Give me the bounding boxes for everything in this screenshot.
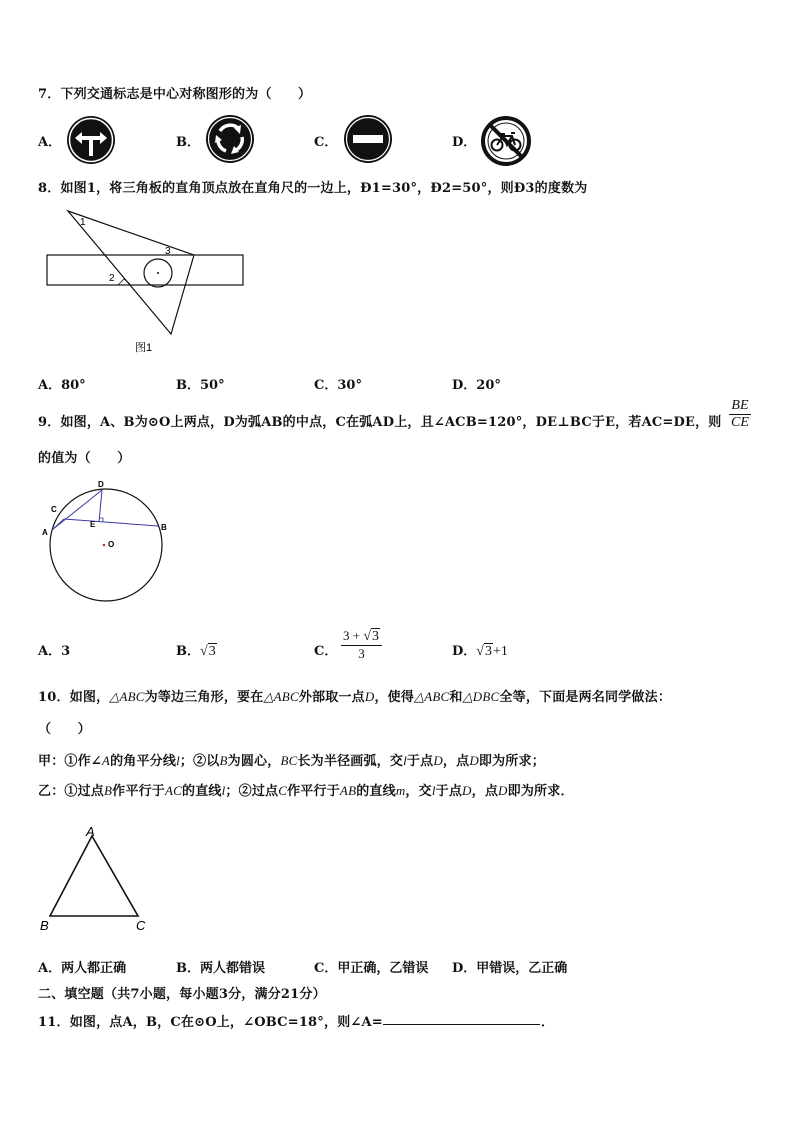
q10-point-d: D (364, 689, 375, 704)
q10-tri-dbc: △DBC (462, 689, 500, 704)
jia-D2: D (469, 753, 479, 768)
point-e-label: E (90, 520, 96, 529)
q10-option-a: A．两人都正确 (38, 961, 127, 976)
q10-tri-abc-2: △ABC (263, 689, 299, 704)
figure-caption: 图1 (135, 342, 153, 354)
jia-D: D (433, 753, 443, 768)
q8-stem: 8．如图1，将三角板的直角顶点放在直角尺的一边上，Ð1=30°，Ð2=50°，则Ð3的度数为 (38, 181, 588, 196)
q7-option-c-label: C． (314, 135, 338, 150)
q9-stem-end: 的值为（ ） (38, 451, 131, 466)
q9-option-c-denominator: 3 (358, 646, 365, 661)
point-o-label: O (108, 540, 115, 549)
yi-t1: 乙：①过点 (38, 784, 105, 799)
q10-text-1b: 为等边三角形，要在 (144, 690, 264, 705)
yi-D: D (462, 783, 472, 798)
yi-AC: AC (164, 783, 182, 798)
vertex-a-label: A (86, 824, 95, 839)
jia-t1: 甲：①作∠ (38, 754, 102, 769)
no-bicycles-sign-icon (480, 115, 532, 167)
yi-t6: 的直线 (356, 784, 396, 799)
jia-l2: l (403, 753, 407, 768)
q11-stem: 11．如图，点A，B，C在⊙O上，∠OBC=18°，则∠A= (38, 1015, 383, 1030)
jia-l: l (176, 753, 180, 768)
yi-m: m (395, 783, 406, 798)
q9-option-d-label: D． (452, 644, 477, 659)
q9-option-a: A．3 (38, 644, 71, 659)
point-b-label: B (161, 523, 167, 532)
q8-figure (40, 205, 260, 360)
angle-1-label: 1 (80, 217, 86, 228)
section-2-heading: 二、填空题（共7小题，每小题3分，满分21分） (38, 987, 326, 1002)
q9-option-d-radicand: 3 (484, 644, 492, 659)
point-a-label: A (42, 528, 48, 537)
yi-t5: 作平行于 (287, 784, 340, 799)
q9-option-c: $\frac{3 + √3}{3}$ (341, 628, 382, 662)
q10-text-1a: 10．如图， (38, 690, 110, 705)
yi-t2: 作平行于 (112, 784, 165, 799)
q8-option-a: A．80° (38, 378, 86, 393)
yi-t4: ；②过点 (225, 784, 279, 799)
jia-BC: BC (280, 753, 298, 768)
angle-3-label: 3 (165, 246, 171, 257)
q9-option-d: D．√3+1 (452, 644, 508, 659)
q8-option-c: C．30° (314, 378, 362, 393)
q10-triangle-figure (36, 822, 156, 937)
yi-AB: AB (339, 783, 357, 798)
q10-jia (38, 750, 545, 769)
q10-line1 (38, 686, 671, 705)
point-d-label: D (98, 480, 104, 489)
q9-option-c-label: C． (314, 644, 338, 659)
jia-A: A (101, 753, 111, 768)
q10-tri-abc-3: △ABC (414, 689, 450, 704)
q9-option-b: B．√3 (176, 644, 216, 659)
q10-paren: （ ） (38, 722, 91, 737)
yi-t7: ，交 (405, 784, 432, 799)
q9-option-b-radicand: 3 (208, 644, 216, 659)
q9-fraction (729, 398, 751, 431)
q10-option-c: C．甲正确，乙错误 (314, 961, 429, 976)
jia-t7: ，点 (442, 754, 470, 769)
yi-t3: 的直线 (182, 784, 222, 799)
q9-circle-figure (36, 475, 176, 605)
yi-B: B (104, 783, 113, 798)
jia-t5: 长为半径画弧，交 (297, 754, 404, 769)
q9-option-d-tail: +1 (492, 644, 508, 659)
jia-t4: 为圆心， (227, 754, 281, 769)
fraction-denominator: CE (731, 415, 749, 430)
q9-option-c-num-left: 3 + (343, 628, 364, 643)
jia-t3: ；②以 (179, 754, 220, 769)
q8-option-d: D．20° (452, 378, 501, 393)
q10-tri-abc-1: △ABC (109, 689, 145, 704)
q9-option-c-num-radicand: 3 (372, 629, 380, 644)
jia-B: B (219, 753, 228, 768)
vertex-c-label: C (136, 918, 146, 933)
q7-option-d-label: D． (452, 135, 477, 150)
jia-t6: 于点 (406, 754, 434, 769)
point-c-label: C (51, 505, 57, 514)
jia-t8: 即为所求； (478, 754, 545, 769)
q7-option-a-label: A． (38, 135, 62, 150)
yi-t10: 即为所求． (507, 784, 574, 799)
q10-option-d: D．甲错误，乙正确 (452, 961, 568, 976)
q7-stem: 7．下列交通标志是中心对称图形的为（ ） (38, 87, 312, 102)
q10-text-1c: 外部取一点 (298, 690, 365, 705)
q8-option-b: B．50° (176, 378, 225, 393)
no-entry-sign-icon (342, 113, 394, 165)
angle-2-label: 2 (109, 273, 115, 284)
yi-l2: l (431, 783, 436, 798)
q9-option-b-label: B． (176, 644, 200, 659)
yi-D2: D (498, 783, 508, 798)
q10-text-1f: 全等，下面是两名同学做法： (499, 690, 672, 705)
left-right-turn-sign-icon (65, 114, 117, 166)
q10-yi (38, 780, 574, 799)
q9-stem: 9．如图，A、B为⊙O上两点，D为弧AB的中点，C在弧AD上，且∠ACB=120°，DE⊥BC于E，若AC=DE，则 (38, 415, 722, 430)
q11-end: ． (541, 1015, 555, 1030)
jia-t2: 的角平分线 (110, 754, 177, 769)
yi-l: l (221, 783, 226, 798)
yi-C: C (278, 783, 288, 798)
q10-text-1d: ，使得 (374, 690, 415, 705)
q7-option-b-label: B． (176, 135, 200, 150)
q11-answer-blank[interactable] (383, 1024, 540, 1025)
roundabout-sign-icon (204, 113, 256, 165)
q10-option-b: B．两人都错误 (176, 961, 265, 976)
fraction-numerator: BE (731, 398, 749, 413)
yi-t8: 于点 (435, 784, 463, 799)
vertex-b-label: B (40, 918, 49, 933)
yi-t9: ，点 (471, 784, 499, 799)
q10-text-1e: 和 (449, 690, 463, 705)
